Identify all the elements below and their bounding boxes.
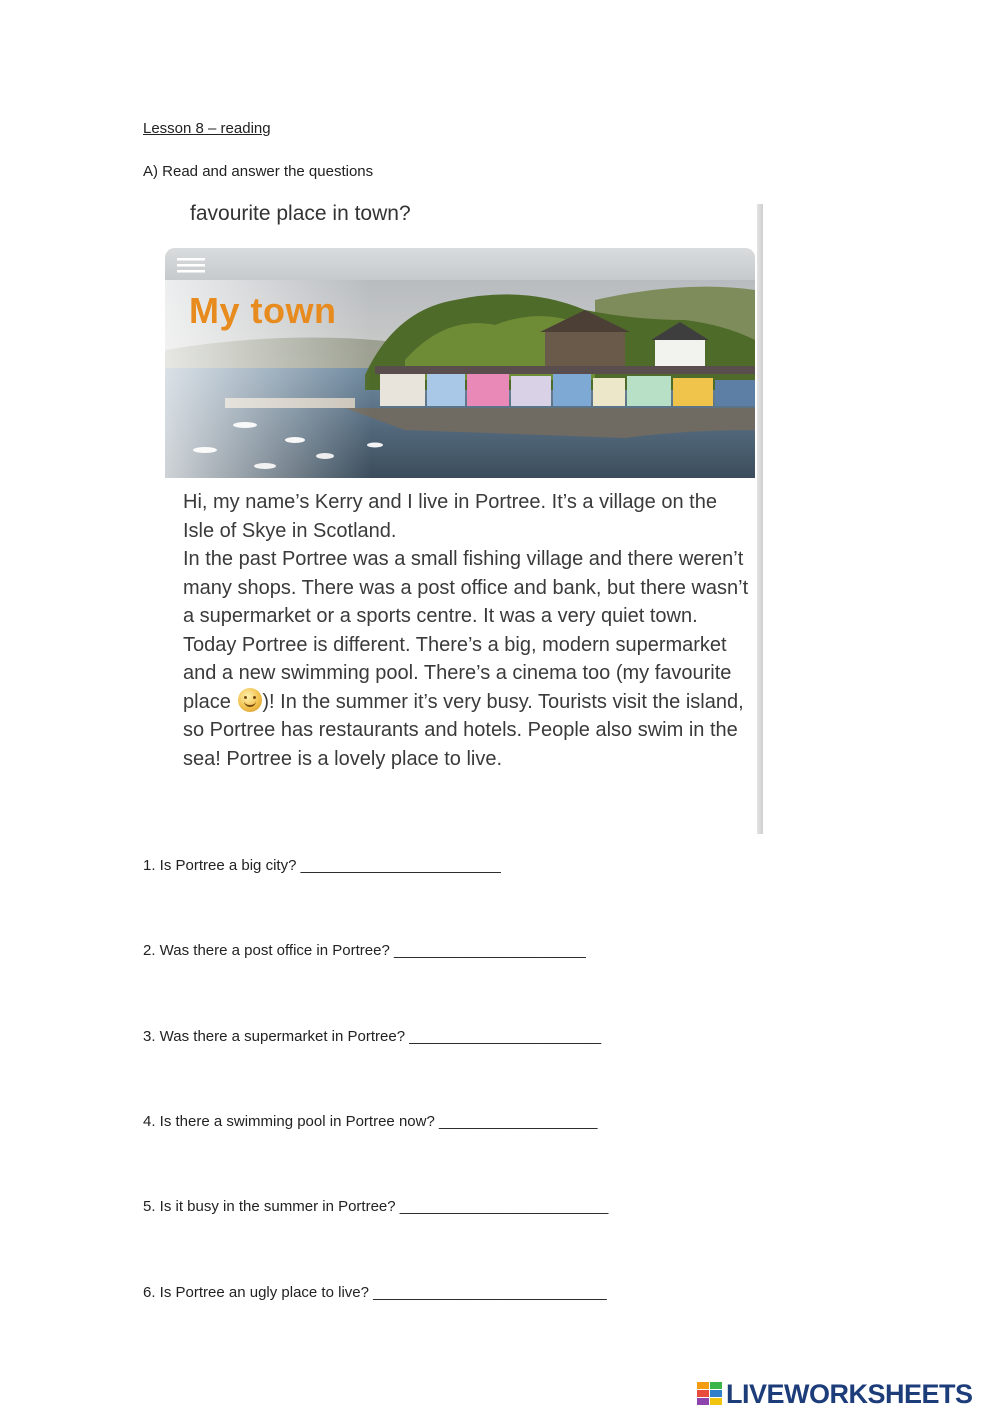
question-4[interactable]: 4. Is there a swimming pool in Portree now? ___________________: [143, 1113, 598, 1130]
passage-paragraph: In the past Portree was a small fishing village and there weren’t many shops. There was a post office and bank, but there wasn’t a supermarket or a sports centre. It was a very quiet town.: [183, 548, 749, 627]
question-2[interactable]: 2. Was there a post office in Portree? _______________________: [143, 942, 586, 959]
article-heading: favourite place in town?: [190, 202, 411, 225]
question-6[interactable]: 6. Is Portree an ugly place to live? ____________________________: [143, 1284, 607, 1301]
question-5[interactable]: 5. Is it busy in the summer in Portree? _________________________: [143, 1198, 609, 1215]
liveworksheets-logo-icon: [697, 1380, 723, 1408]
instruction: A) Read and answer the questions: [143, 163, 374, 180]
passage-paragraph: Hi, my name’s Kerry and I live in Portree. It’s a village on the Isle of Skye in Scotland.: [183, 491, 717, 542]
my-town-banner: [165, 248, 755, 478]
passage-paragraph: [183, 631, 753, 774]
article-passage: [183, 488, 753, 773]
scan-edge: [757, 204, 763, 834]
lesson-title: Lesson 8 – reading: [143, 120, 271, 137]
banner-bar: [165, 248, 755, 280]
banner-title: My town: [189, 290, 337, 331]
smiley-emoji-icon: [238, 688, 262, 712]
question-3[interactable]: 3. Was there a supermarket in Portree? _______________________: [143, 1028, 602, 1045]
reading-article: [163, 200, 763, 835]
passage-text: Today Portree is different. There’s a big, modern supermarket and a new swimming pool. There’s a cinema too (my favourite place: [183, 633, 732, 713]
logo-text: LIVEWORKSHEETS: [726, 1378, 973, 1409]
passage-text: )! In the summer it’s very busy. Tourists visit the island, so Portree has restaurants and hotels. People also swim in the sea! Portree is a lovely place to live.: [183, 690, 744, 770]
liveworksheets-logo[interactable]: [697, 1377, 973, 1411]
question-1[interactable]: 1. Is Portree a big city? ________________________: [143, 857, 501, 874]
menu-icon: [177, 256, 207, 274]
